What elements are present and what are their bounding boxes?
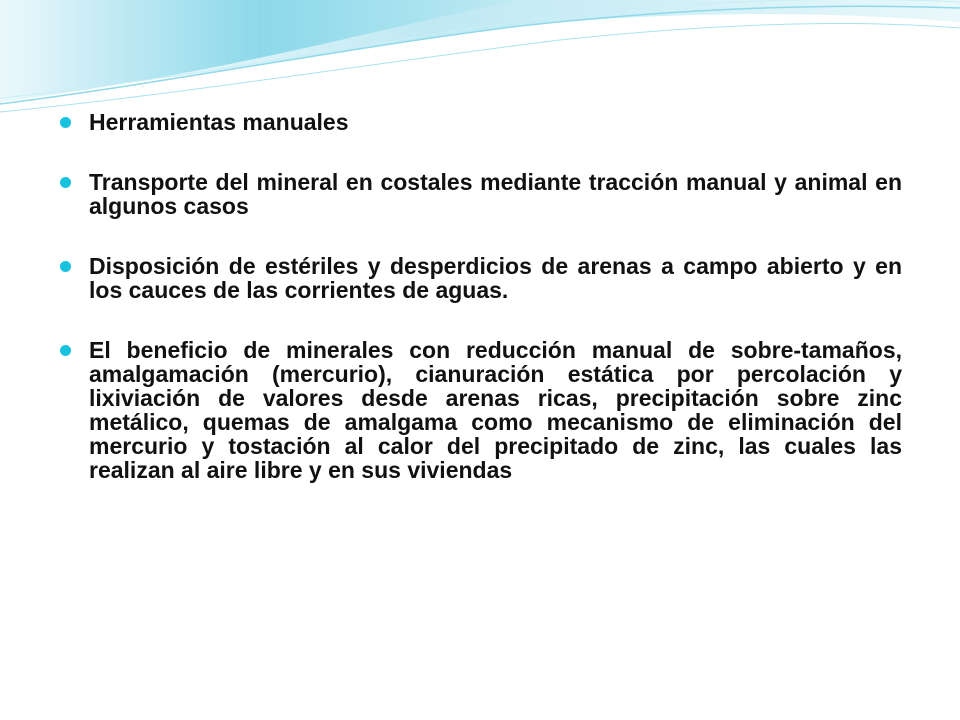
- bullet-dot-icon: [60, 261, 71, 272]
- wave-band-dark: [0, 0, 520, 102]
- bullet-content: [60, 110, 902, 518]
- header-wave-decoration: [0, 0, 960, 120]
- bullet-item: [60, 338, 902, 482]
- bullet-item: [60, 110, 902, 134]
- bullet-text: Herramientas manuales: [89, 109, 349, 135]
- bullet-text: El beneficio de minerales con reducción manual de sobre-tamaños, amalgamación (mercurio), cianuración estática por percolación y lixiviación de valores desde arenas ricas, precipitación sobre zinc metálico, quemas de amalgama como mecanismo de eliminación del mercurio y tostación al calor del precipitado de zinc, las cuales las realizan al aire libre y en sus viviendas: [89, 337, 902, 483]
- bullet-dot-icon: [60, 177, 71, 188]
- bullet-item: [60, 170, 902, 218]
- bullet-dot-icon: [60, 345, 71, 356]
- bullet-list: [60, 110, 902, 482]
- bullet-text: Disposición de estériles y desperdicios de arenas a campo abierto y en los cauces de las corrientes de aguas.: [89, 253, 902, 303]
- bullet-item: [60, 254, 902, 302]
- bullet-text: Transporte del mineral en costales mediante tracción manual y animal en algunos casos: [89, 169, 902, 219]
- bullet-dot-icon: [60, 117, 71, 128]
